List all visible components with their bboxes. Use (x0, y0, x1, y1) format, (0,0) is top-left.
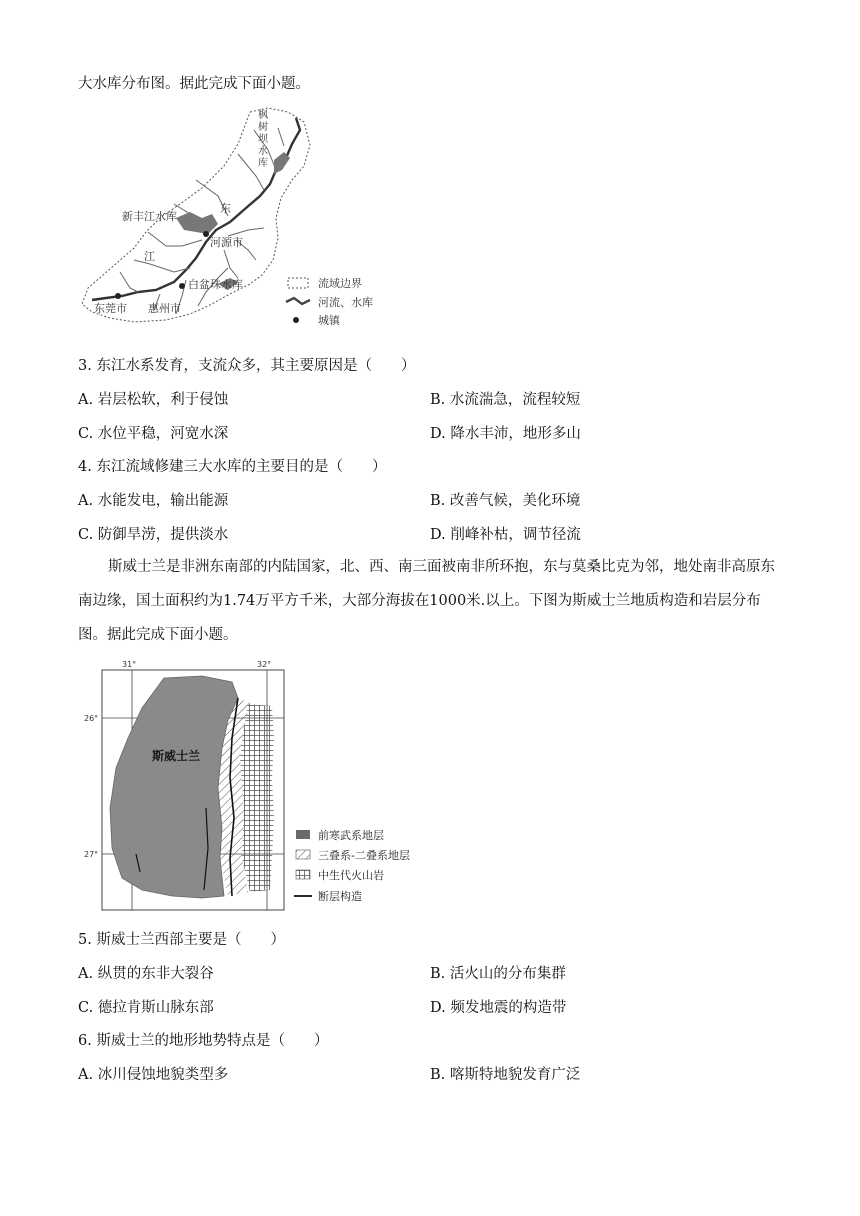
q3-stem: 3. 东江水系发育，支流众多，其主要原因是（ ） (78, 358, 416, 374)
swaziland-geology-map (82, 658, 462, 914)
intro-text-1: 大水库分布图。据此完成下面小题。 (78, 76, 310, 92)
q3-option-d: D. 降水丰沛，地形多山 (430, 426, 581, 442)
q6-stem: 6. 斯威士兰的地形地势特点是（ ） (78, 1033, 329, 1049)
q4-stem: 4. 东江流域修建三大水库的主要目的是（ ） (78, 459, 387, 475)
label-xinfengjiang: 新丰江水库 (122, 210, 177, 223)
dongjiang-basin-map (78, 100, 408, 325)
legend-fault-label: 断层构造 (318, 890, 362, 903)
label-fengshuba-4: 水 (258, 146, 268, 157)
legend-town-swatch (293, 317, 299, 323)
q5-option-b: B. 活火山的分布集群 (430, 966, 566, 982)
dongjiang-main-river (92, 118, 300, 300)
q6-option-b: B. 喀斯特地貌发育广泛 (430, 1067, 581, 1083)
label-lon-31: 31° (122, 660, 137, 669)
xinfengjiang-reservoir (176, 212, 218, 234)
legend-triassic-swatch (296, 850, 310, 859)
legend-boundary-label: 流域边界 (318, 277, 362, 290)
legend-triassic-label: 三叠系-二叠系地层 (318, 849, 410, 862)
legend-river-label: 河流、水库 (318, 296, 373, 309)
q5-option-a: A. 纵贯的东非大裂谷 (78, 966, 214, 982)
label-fengshuba-3: 坝 (258, 134, 268, 145)
legend-volcanic-swatch (296, 870, 310, 879)
q4-option-c: C. 防御旱涝，提供淡水 (78, 527, 229, 543)
label-lat-27: 27° (84, 850, 99, 859)
q5-option-d: D. 频发地震的构造带 (430, 1000, 567, 1016)
heyuan-town (203, 231, 209, 237)
q4-option-a: A. 水能发电，输出能源 (78, 493, 229, 509)
label-lat-26: 26° (84, 714, 99, 723)
q4-option-b: B. 改善气候，美化环境 (430, 493, 581, 509)
label-dong: 东 (220, 202, 231, 215)
label-swaziland: 斯威士兰 (152, 749, 201, 763)
label-dongguan: 东莞市 (94, 302, 127, 315)
label-heyuan: 河源市 (210, 236, 243, 249)
dongguan-town (115, 293, 121, 299)
label-fengshuba-1: 枫 (258, 110, 268, 121)
volcanic-rock-area (240, 704, 274, 892)
q4-option-d: D. 削峰补枯，调节径流 (430, 527, 581, 543)
label-fengshuba-5: 库 (258, 158, 268, 169)
huizhou-town (179, 283, 185, 289)
legend-boundary-swatch (288, 278, 308, 288)
legend-volcanic-label: 中生代火山岩 (318, 869, 384, 882)
q6-option-a: A. 冰川侵蚀地貌类型多 (78, 1067, 229, 1083)
label-baipenzhu: 白盆珠水库 (188, 278, 243, 291)
q3-option-b: B. 水流湍急，流程较短 (430, 392, 581, 408)
legend-precambrian-swatch (296, 830, 310, 839)
legend-town-label: 城镇 (318, 314, 340, 325)
q5-option-c: C. 德拉肯斯山脉东部 (78, 1000, 214, 1016)
q3-option-a: A. 岩层松软，利于侵蚀 (78, 392, 229, 408)
legend-river-swatch (286, 298, 310, 304)
label-jiang: 江 (144, 250, 155, 263)
label-fengshuba-2: 树 (258, 122, 268, 133)
label-lon-32: 32° (257, 660, 272, 669)
q3-option-c: C. 水位平稳，河宽水深 (78, 426, 229, 442)
label-huizhou: 惠州市 (148, 302, 181, 315)
intro-text-2: 斯威士兰是非洲东南部的内陆国家，北、西、南三面被南非所环抱，东与莫桑比克为邻，地处南非高原东南边缘，国土面积约为1.74万平方千米，大部分海拔在1000米.以上。下图为斯威士兰地质构造和岩层分布图。据此完成下面小题。 (78, 559, 775, 643)
q5-stem: 5. 斯威士兰西部主要是（ ） (78, 932, 285, 948)
legend-precambrian-label: 前寒武系地层 (318, 829, 384, 842)
